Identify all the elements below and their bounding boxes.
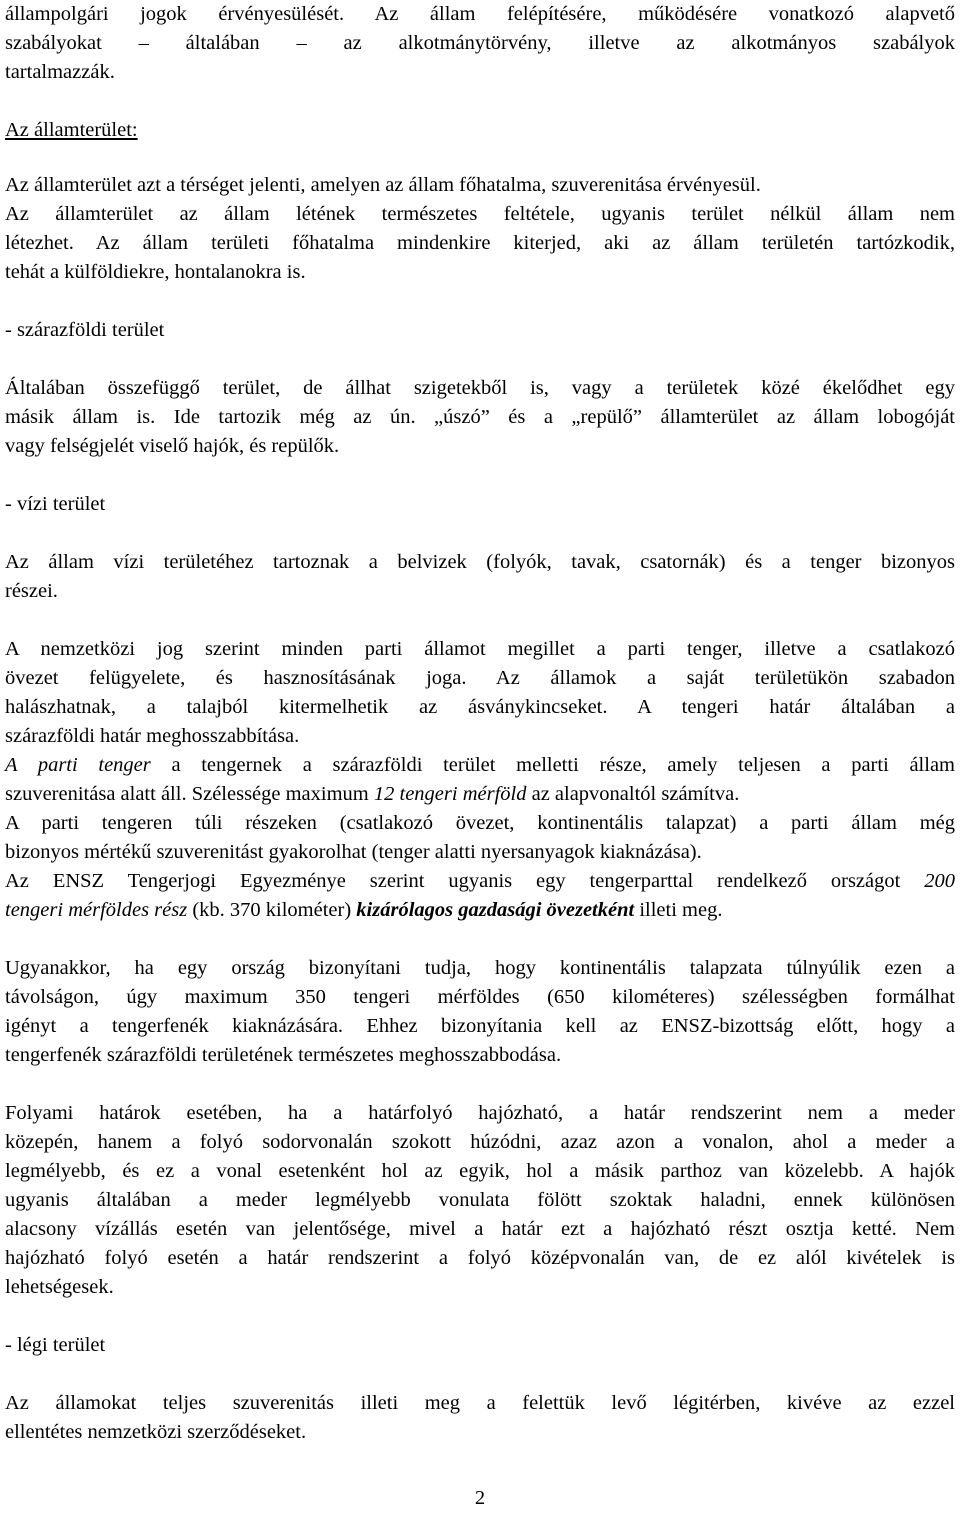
text-line: tehát a külföldiekre, hontalanokra is. [5,261,306,283]
text-line [5,751,955,780]
text-line: vagy felségjelét viselő hajók, és repülők. [5,435,340,457]
inline-text: a tengernek a szárazföldi terület melletti része, amely teljesen a parti állam [150,754,955,776]
text-line: lehetségesek. [5,1276,114,1298]
text-line: Az államterület azt a térséget jelenti, amelyen az állam főhatalma, szuverenitása érvényesül. [5,174,761,196]
text-line: közepén, hanem a folyó sodorvonalán szokott húzódni, azaz azon a vonalon, ahol a meder a [5,1131,955,1153]
text-line [5,896,955,925]
text-line: halászhatnak, a talajból kitermelhetik az ásványkincseket. A tengeri határ általában a [5,696,955,718]
territorial-sea-term: A parti tenger [5,754,151,776]
text-line: tengerfenék szárazföldi területének természetes meghosszabbodása. [5,1044,562,1066]
land-heading: - szárazföldi terület [5,319,165,341]
text-line: tartalmazzák. [5,61,115,83]
text-line: alacsony vízállás esetén van jelentősége, mivel a határ ezt a hajózható részt osztja ketté. Nem [5,1218,955,1240]
section-heading: Az államterület: [5,119,138,141]
text-line: övezet felügyelete, és hasznosításának joga. Az államok a saját területükön szabadon [5,667,955,689]
text-line: ellentétes nemzetközi szerződéseket. [5,1421,307,1443]
text-line: Folyami határok esetében, ha a határfolyó hajózható, a határ rendszerint nem a meder [5,1102,955,1124]
inline-text: Az ENSZ Tengerjogi Egyezménye szerint ugyanis egy tengerparttal rendelkező országot [5,870,925,892]
text-line: igényt a tengerfenék kiaknázására. Ehhez bizonyítania kell az ENSZ-bizottság előtt, hogy a [5,1015,955,1037]
text-line: Általában összefüggő terület, de állhat szigetekből is, vagy a területek közé ékelődhet egy [5,377,955,399]
text-line: Ugyanakkor, ha egy ország bizonyítani tudja, hogy kontinentális talapzata túlnyúlik ezen a [5,957,955,979]
nautical-miles-term: tengeri mérföldes rész [5,899,188,921]
air-heading: - légi terület [5,1334,106,1356]
inline-text: szuverenitása alatt áll. Szélessége maximum [5,783,374,805]
water-heading: - vízi terület [5,493,106,515]
text-line: A parti tengeren túli részeken (csatlakozó övezet, kontinentális talapzat) a parti állam még [5,812,955,834]
text-line: szabályokat – általában – az alkotmánytörvény, illetve az alkotmányos szabályok [5,32,955,54]
text-line: állampolgári jogok érvényesülését. Az állam felépítésére, működésére vonatkozó alapvető [5,3,955,25]
text-line: ugyanis általában a meder legmélyebb vonulata fölött szoktak haladni, ennek különösen [5,1189,955,1211]
text-line: Az államterület az állam létének természetes feltétele, ugyanis terület nélkül állam nem [5,203,955,225]
inline-text: illeti meg. [634,899,723,921]
text-line: másik állam is. Ide tartozik még az ún. „úszó” és a „repülő” államterület az állam lobogóját [5,406,955,428]
nautical-miles-value: 200 [924,870,955,892]
inline-text: (kb. 370 kilométer) [187,899,357,921]
text-line: bizonyos mértékű szuverenitást gyakorolhat (tenger alatti nyersanyagok kiaknázása). [5,841,702,863]
text-line: A nemzetközi jog szerint minden parti államot megillet a parti tenger, illetve a csatlakozó [5,638,955,660]
text-line: hajózható folyó esetén a határ rendszerint a folyó középvonalán van, de ez alól kivételek is [5,1247,955,1269]
text-line [5,780,955,809]
page-number: 2 [474,1487,486,1509]
text-line: szárazföldi határ meghosszabbítása. [5,725,300,747]
text-line: részei. [5,580,58,602]
text-line: Az állam vízi területéhez tartoznak a belvizek (folyók, tavak, csatornák) és a tenger bizonyos [5,551,955,573]
text-line: legmélyebb, és ez a vonal esetenként hol az egyik, hol a másik parthoz van közelebb. A hajók [5,1160,955,1182]
text-line: létezhet. Az állam területi főhatalma mindenkire kiterjed, aki az állam területén tartózkodik, [5,232,955,254]
text-line: távolságon, úgy maximum 350 tengeri mérföldes (650 kilométeres) szélességben formálhat [5,986,955,1008]
text-line: Az államokat teljes szuverenitás illeti meg a felettük levő légitérben, kivéve az ezzel [5,1392,955,1414]
nautical-miles-value: 12 tengeri mérföld [373,783,527,805]
text-line [5,867,955,896]
eez-term: kizárólagos gazdasági övezetként [356,899,635,921]
inline-text: az alapvonaltól számítva. [526,783,740,805]
